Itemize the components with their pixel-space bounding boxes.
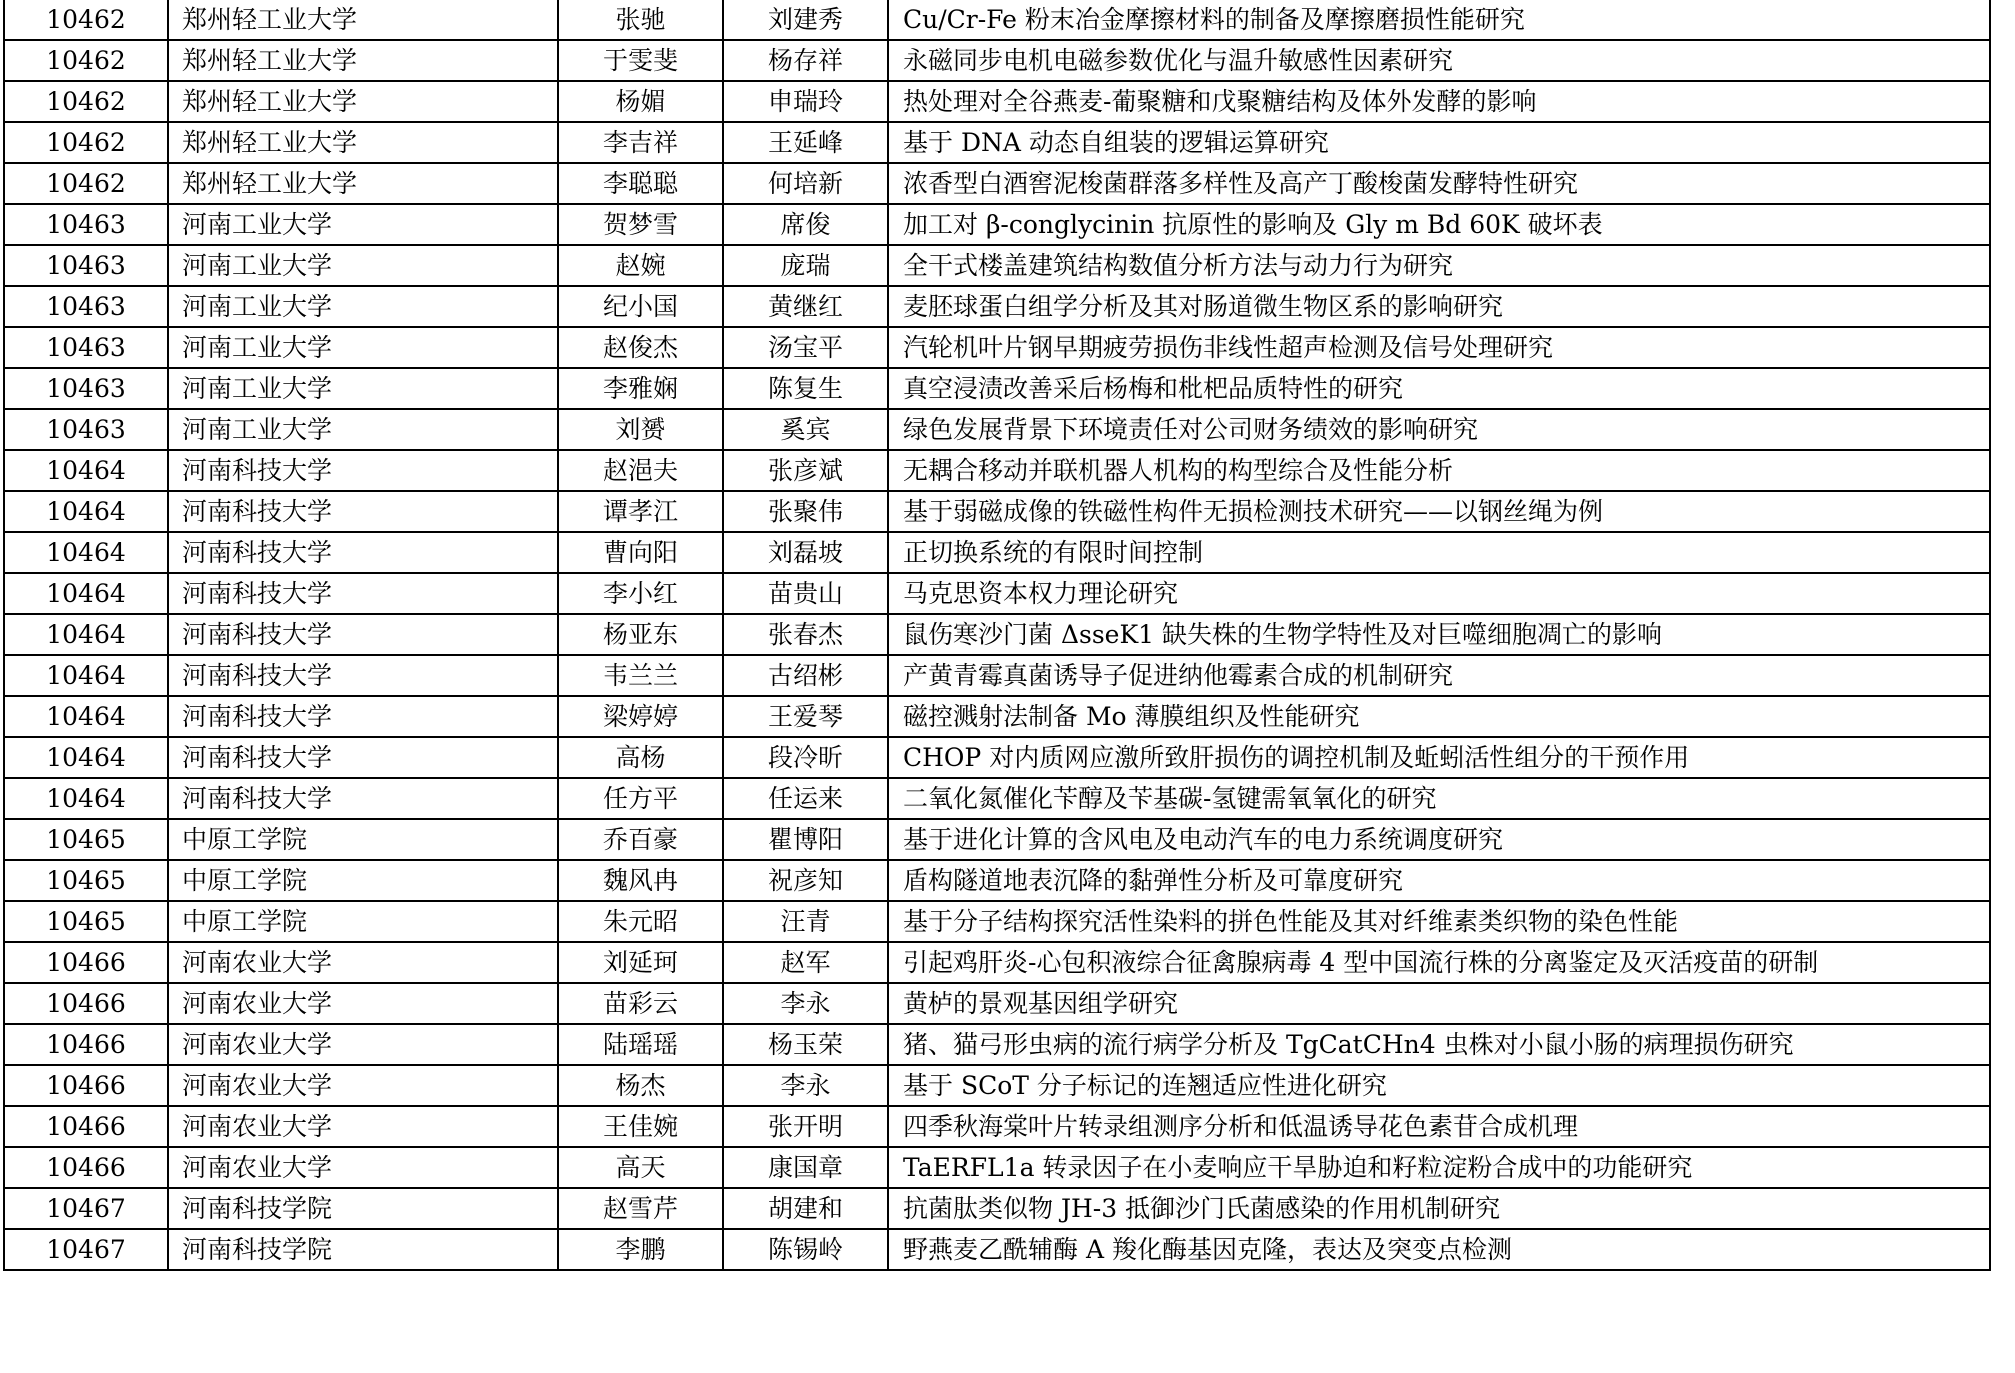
unit-code-cell: 10463 <box>4 286 168 327</box>
advisor-name-cell: 汤宝平 <box>723 327 888 368</box>
thesis-title-cell: 产黄青霉真菌诱导子促进纳他霉素合成的机制研究 <box>888 655 1990 696</box>
author-name-cell: 陆瑶瑶 <box>558 1024 723 1065</box>
thesis-title-cell: 基于 DNA 动态自组装的逻辑运算研究 <box>888 122 1990 163</box>
school-name-cell: 河南科技大学 <box>168 532 558 573</box>
thesis-title-cell: 麦胚球蛋白组学分析及其对肠道微生物区系的影响研究 <box>888 286 1990 327</box>
advisor-name-cell: 王延峰 <box>723 122 888 163</box>
table-row <box>4 1106 1990 1147</box>
author-name-cell: 高天 <box>558 1147 723 1188</box>
table-row <box>4 122 1990 163</box>
school-name-cell: 河南工业大学 <box>168 204 558 245</box>
author-name-cell: 刘延珂 <box>558 942 723 983</box>
advisor-name-cell: 黄继红 <box>723 286 888 327</box>
table-row <box>4 368 1990 409</box>
school-name-cell: 河南工业大学 <box>168 409 558 450</box>
thesis-title-cell: 磁控溅射法制备 Mo 薄膜组织及性能研究 <box>888 696 1990 737</box>
thesis-title-cell: TaERFL1a 转录因子在小麦响应干旱胁迫和籽粒淀粉合成中的功能研究 <box>888 1147 1990 1188</box>
unit-code-cell: 10463 <box>4 368 168 409</box>
author-name-cell: 赵俊杰 <box>558 327 723 368</box>
advisor-name-cell: 胡建和 <box>723 1188 888 1229</box>
thesis-title-cell: 四季秋海棠叶片转录组测序分析和低温诱导花色素苷合成机理 <box>888 1106 1990 1147</box>
school-name-cell: 中原工学院 <box>168 860 558 901</box>
author-name-cell: 李小红 <box>558 573 723 614</box>
unit-code-cell: 10463 <box>4 204 168 245</box>
advisor-name-cell: 庞瑞 <box>723 245 888 286</box>
school-name-cell: 河南农业大学 <box>168 1024 558 1065</box>
author-name-cell: 杨媚 <box>558 81 723 122</box>
table-row <box>4 81 1990 122</box>
advisor-name-cell: 段冷昕 <box>723 737 888 778</box>
table-row <box>4 409 1990 450</box>
school-name-cell: 河南农业大学 <box>168 983 558 1024</box>
thesis-title-cell: 全干式楼盖建筑结构数值分析方法与动力行为研究 <box>888 245 1990 286</box>
table-row <box>4 491 1990 532</box>
thesis-title-cell: 绿色发展背景下环境责任对公司财务绩效的影响研究 <box>888 409 1990 450</box>
school-name-cell: 河南科技大学 <box>168 655 558 696</box>
table-row <box>4 942 1990 983</box>
unit-code-cell: 10466 <box>4 942 168 983</box>
unit-code-cell: 10462 <box>4 81 168 122</box>
school-name-cell: 河南科技大学 <box>168 491 558 532</box>
table-row <box>4 450 1990 491</box>
unit-code-cell: 10464 <box>4 614 168 655</box>
table-row <box>4 1024 1990 1065</box>
thesis-title-cell: 永磁同步电机电磁参数优化与温升敏感性因素研究 <box>888 40 1990 81</box>
author-name-cell: 乔百豪 <box>558 819 723 860</box>
school-name-cell: 河南科技大学 <box>168 778 558 819</box>
author-name-cell: 王佳婉 <box>558 1106 723 1147</box>
school-name-cell: 河南工业大学 <box>168 245 558 286</box>
thesis-title-cell: 基于分子结构探究活性染料的拼色性能及其对纤维素类织物的染色性能 <box>888 901 1990 942</box>
author-name-cell: 曹向阳 <box>558 532 723 573</box>
unit-code-cell: 10464 <box>4 450 168 491</box>
school-name-cell: 河南科技大学 <box>168 450 558 491</box>
thesis-title-cell: 盾构隧道地表沉降的黏弹性分析及可靠度研究 <box>888 860 1990 901</box>
author-name-cell: 纪小国 <box>558 286 723 327</box>
school-name-cell: 郑州轻工业大学 <box>168 122 558 163</box>
unit-code-cell: 10464 <box>4 573 168 614</box>
advisor-name-cell: 王爱琴 <box>723 696 888 737</box>
thesis-title-cell: 基于进化计算的含风电及电动汽车的电力系统调度研究 <box>888 819 1990 860</box>
author-name-cell: 李聪聪 <box>558 163 723 204</box>
thesis-title-cell: Cu/Cr-Fe 粉末冶金摩擦材料的制备及摩擦磨损性能研究 <box>888 0 1990 40</box>
thesis-title-cell: 加工对 β-conglycinin 抗原性的影响及 Gly m Bd 60K 破坏表 <box>888 204 1990 245</box>
author-name-cell: 刘赟 <box>558 409 723 450</box>
unit-code-cell: 10464 <box>4 655 168 696</box>
thesis-title-cell: 鼠伤寒沙门菌 ΔsseK1 缺失株的生物学特性及对巨噬细胞凋亡的影响 <box>888 614 1990 655</box>
advisor-name-cell: 席俊 <box>723 204 888 245</box>
thesis-title-cell: 基于弱磁成像的铁磁性构件无损检测技术研究——以钢丝绳为例 <box>888 491 1990 532</box>
thesis-title-cell: 野燕麦乙酰辅酶 A 羧化酶基因克隆，表达及突变点检测 <box>888 1229 1990 1270</box>
school-name-cell: 河南科技大学 <box>168 737 558 778</box>
thesis-list-table <box>3 0 1991 1271</box>
advisor-name-cell: 张开明 <box>723 1106 888 1147</box>
thesis-title-cell: 马克思资本权力理论研究 <box>888 573 1990 614</box>
advisor-name-cell: 奚宾 <box>723 409 888 450</box>
school-name-cell: 河南工业大学 <box>168 368 558 409</box>
author-name-cell: 朱元昭 <box>558 901 723 942</box>
author-name-cell: 韦兰兰 <box>558 655 723 696</box>
unit-code-cell: 10466 <box>4 1065 168 1106</box>
table-row <box>4 819 1990 860</box>
unit-code-cell: 10462 <box>4 0 168 40</box>
table-row <box>4 327 1990 368</box>
school-name-cell: 中原工学院 <box>168 819 558 860</box>
author-name-cell: 李雅娴 <box>558 368 723 409</box>
author-name-cell: 杨亚东 <box>558 614 723 655</box>
author-name-cell: 赵浥夫 <box>558 450 723 491</box>
advisor-name-cell: 杨玉荣 <box>723 1024 888 1065</box>
school-name-cell: 郑州轻工业大学 <box>168 40 558 81</box>
unit-code-cell: 10467 <box>4 1188 168 1229</box>
author-name-cell: 于雯斐 <box>558 40 723 81</box>
author-name-cell: 梁婷婷 <box>558 696 723 737</box>
advisor-name-cell: 汪青 <box>723 901 888 942</box>
advisor-name-cell: 刘磊坡 <box>723 532 888 573</box>
thesis-title-cell: 二氧化氮催化苄醇及苄基碳-氢键需氧氧化的研究 <box>888 778 1990 819</box>
table-row <box>4 778 1990 819</box>
table-row <box>4 40 1990 81</box>
school-name-cell: 河南农业大学 <box>168 1106 558 1147</box>
author-name-cell: 谭孝江 <box>558 491 723 532</box>
unit-code-cell: 10462 <box>4 40 168 81</box>
unit-code-cell: 10466 <box>4 983 168 1024</box>
unit-code-cell: 10466 <box>4 1106 168 1147</box>
advisor-name-cell: 赵军 <box>723 942 888 983</box>
table-row <box>4 204 1990 245</box>
thesis-title-cell: 正切换系统的有限时间控制 <box>888 532 1990 573</box>
thesis-title-cell: 汽轮机叶片钢早期疲劳损伤非线性超声检测及信号处理研究 <box>888 327 1990 368</box>
table-row <box>4 573 1990 614</box>
unit-code-cell: 10462 <box>4 163 168 204</box>
advisor-name-cell: 康国章 <box>723 1147 888 1188</box>
table-body <box>4 0 1990 1270</box>
author-name-cell: 苗彩云 <box>558 983 723 1024</box>
unit-code-cell: 10463 <box>4 245 168 286</box>
unit-code-cell: 10465 <box>4 901 168 942</box>
unit-code-cell: 10464 <box>4 696 168 737</box>
school-name-cell: 河南农业大学 <box>168 1147 558 1188</box>
table-row <box>4 1147 1990 1188</box>
table-row <box>4 0 1990 40</box>
school-name-cell: 河南工业大学 <box>168 327 558 368</box>
school-name-cell: 郑州轻工业大学 <box>168 81 558 122</box>
advisor-name-cell: 瞿博阳 <box>723 819 888 860</box>
author-name-cell: 魏风冉 <box>558 860 723 901</box>
thesis-title-cell: 热处理对全谷燕麦-葡聚糖和戊聚糖结构及体外发酵的影响 <box>888 81 1990 122</box>
table-row <box>4 614 1990 655</box>
school-name-cell: 河南工业大学 <box>168 286 558 327</box>
advisor-name-cell: 张彦斌 <box>723 450 888 491</box>
advisor-name-cell: 任运来 <box>723 778 888 819</box>
school-name-cell: 郑州轻工业大学 <box>168 0 558 40</box>
table-row <box>4 696 1990 737</box>
unit-code-cell: 10466 <box>4 1147 168 1188</box>
school-name-cell: 郑州轻工业大学 <box>168 163 558 204</box>
school-name-cell: 河南农业大学 <box>168 1065 558 1106</box>
author-name-cell: 李吉祥 <box>558 122 723 163</box>
table-row <box>4 860 1990 901</box>
table-row <box>4 532 1990 573</box>
thesis-title-cell: 猪、猫弓形虫病的流行病学分析及 TgCatCHn4 虫株对小鼠小肠的病理损伤研究 <box>888 1024 1990 1065</box>
thesis-title-cell: CHOP 对内质网应激所致肝损伤的调控机制及蚯蚓活性组分的干预作用 <box>888 737 1990 778</box>
thesis-title-cell: 引起鸡肝炎-心包积液综合征禽腺病毒 4 型中国流行株的分离鉴定及灭活疫苗的研制 <box>888 942 1990 983</box>
advisor-name-cell: 陈锡岭 <box>723 1229 888 1270</box>
author-name-cell: 杨杰 <box>558 1065 723 1106</box>
advisor-name-cell: 古绍彬 <box>723 655 888 696</box>
school-name-cell: 中原工学院 <box>168 901 558 942</box>
thesis-title-cell: 黄栌的景观基因组学研究 <box>888 983 1990 1024</box>
table-row <box>4 1188 1990 1229</box>
advisor-name-cell: 祝彦知 <box>723 860 888 901</box>
table-row <box>4 983 1990 1024</box>
author-name-cell: 任方平 <box>558 778 723 819</box>
table-row <box>4 163 1990 204</box>
advisor-name-cell: 李永 <box>723 1065 888 1106</box>
author-name-cell: 张驰 <box>558 0 723 40</box>
author-name-cell: 李鹏 <box>558 1229 723 1270</box>
advisor-name-cell: 申瑞玲 <box>723 81 888 122</box>
advisor-name-cell: 杨存祥 <box>723 40 888 81</box>
advisor-name-cell: 李永 <box>723 983 888 1024</box>
advisor-name-cell: 刘建秀 <box>723 0 888 40</box>
advisor-name-cell: 张聚伟 <box>723 491 888 532</box>
unit-code-cell: 10464 <box>4 737 168 778</box>
table-row <box>4 655 1990 696</box>
table-row <box>4 1065 1990 1106</box>
thesis-title-cell: 基于 SCoT 分子标记的连翘适应性进化研究 <box>888 1065 1990 1106</box>
school-name-cell: 河南科技学院 <box>168 1188 558 1229</box>
school-name-cell: 河南科技大学 <box>168 614 558 655</box>
table-row <box>4 737 1990 778</box>
unit-code-cell: 10463 <box>4 409 168 450</box>
unit-code-cell: 10465 <box>4 860 168 901</box>
school-name-cell: 河南科技大学 <box>168 696 558 737</box>
table-row <box>4 901 1990 942</box>
unit-code-cell: 10467 <box>4 1229 168 1270</box>
unit-code-cell: 10463 <box>4 327 168 368</box>
thesis-title-cell: 无耦合移动并联机器人机构的构型综合及性能分析 <box>888 450 1990 491</box>
author-name-cell: 赵雪芹 <box>558 1188 723 1229</box>
unit-code-cell: 10464 <box>4 532 168 573</box>
unit-code-cell: 10462 <box>4 122 168 163</box>
school-name-cell: 河南科技大学 <box>168 573 558 614</box>
thesis-title-cell: 浓香型白酒窖泥梭菌群落多样性及高产丁酸梭菌发酵特性研究 <box>888 163 1990 204</box>
advisor-name-cell: 苗贵山 <box>723 573 888 614</box>
school-name-cell: 河南科技学院 <box>168 1229 558 1270</box>
author-name-cell: 高杨 <box>558 737 723 778</box>
author-name-cell: 赵婉 <box>558 245 723 286</box>
table-row <box>4 286 1990 327</box>
unit-code-cell: 10465 <box>4 819 168 860</box>
advisor-name-cell: 张春杰 <box>723 614 888 655</box>
thesis-title-cell: 抗菌肽类似物 JH-3 抵御沙门氏菌感染的作用机制研究 <box>888 1188 1990 1229</box>
school-name-cell: 河南农业大学 <box>168 942 558 983</box>
table-row <box>4 245 1990 286</box>
advisor-name-cell: 陈复生 <box>723 368 888 409</box>
unit-code-cell: 10464 <box>4 778 168 819</box>
unit-code-cell: 10464 <box>4 491 168 532</box>
thesis-title-cell: 真空浸渍改善采后杨梅和枇杷品质特性的研究 <box>888 368 1990 409</box>
author-name-cell: 贺梦雪 <box>558 204 723 245</box>
table-row <box>4 1229 1990 1270</box>
unit-code-cell: 10466 <box>4 1024 168 1065</box>
advisor-name-cell: 何培新 <box>723 163 888 204</box>
